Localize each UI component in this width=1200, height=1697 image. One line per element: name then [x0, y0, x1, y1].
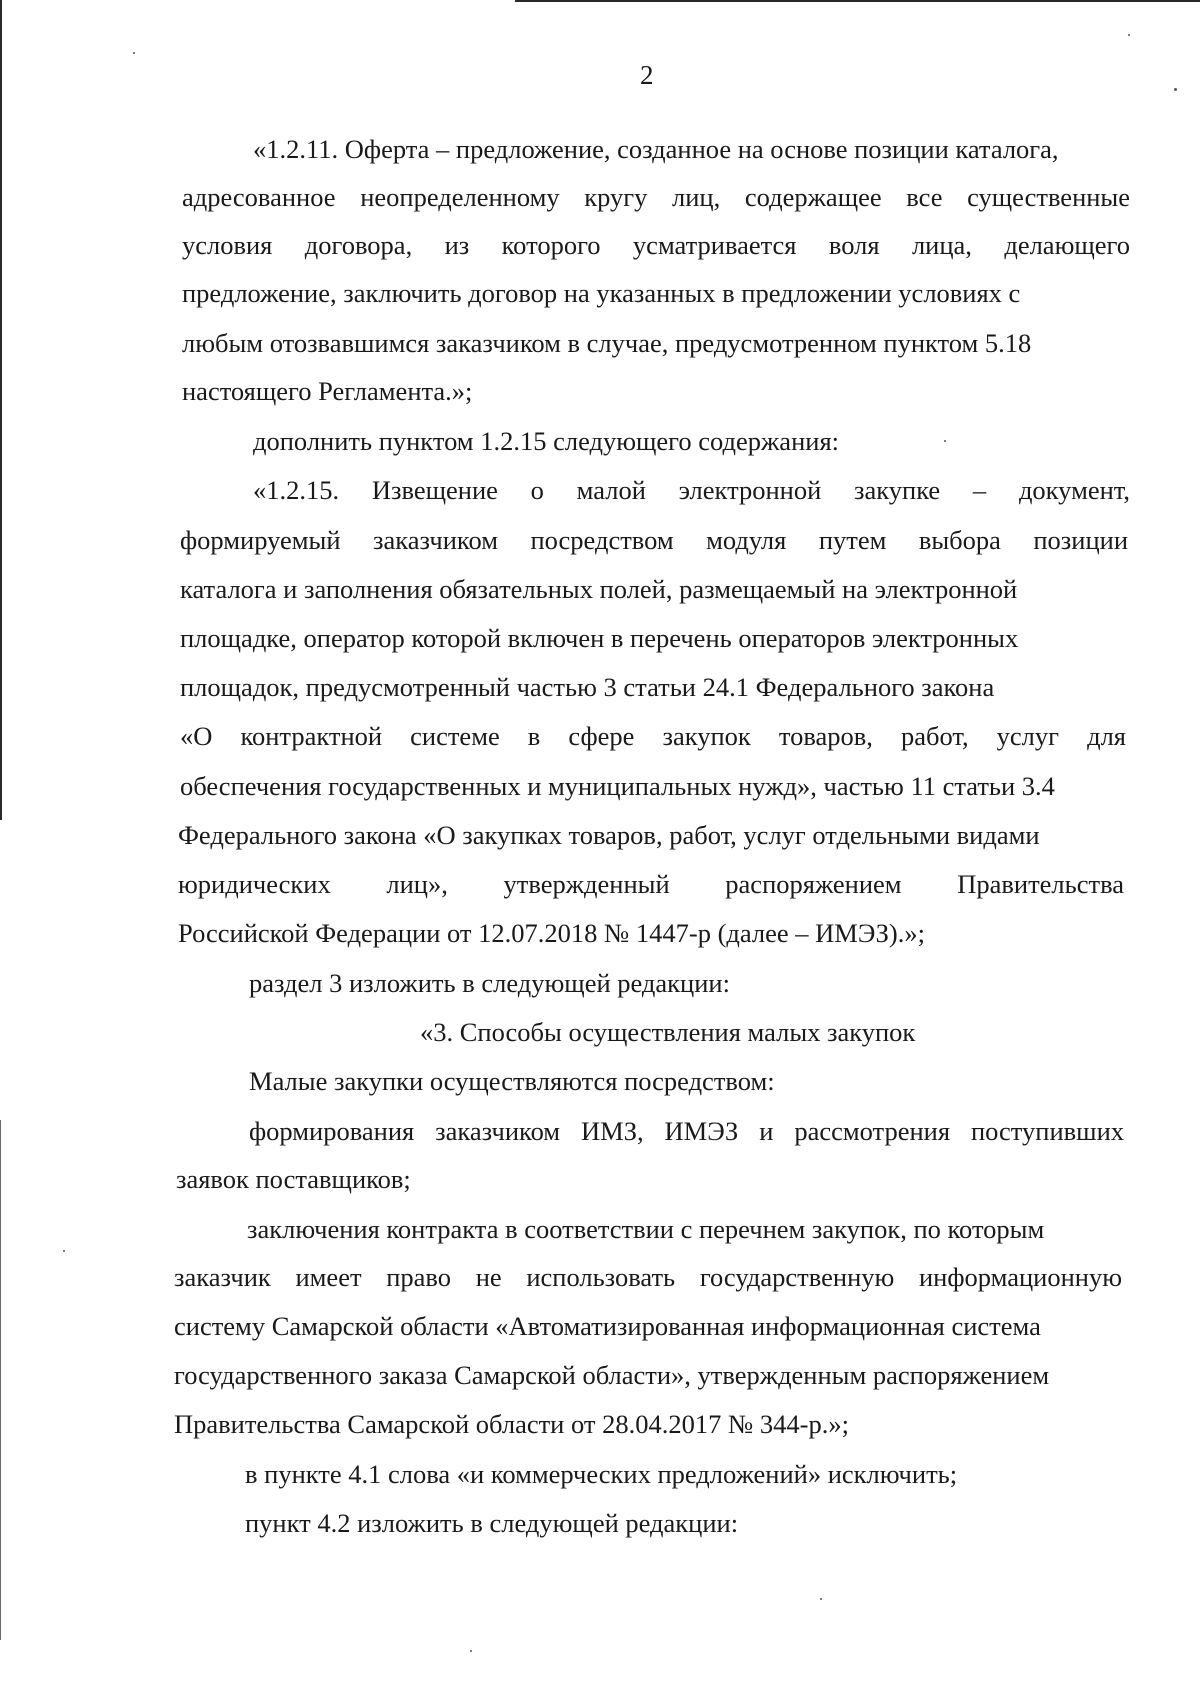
- text-line: пункт 4.2 изложить в следующей редакции:: [245, 1508, 739, 1538]
- text-line: условия договора, из которого усматривается воля лица, делающего: [182, 230, 1130, 260]
- text-line: «О контрактной системе в сфере закупок товаров, работ, услуг для: [180, 721, 1126, 751]
- scan-speck: [133, 52, 135, 54]
- scan-speck: [820, 1598, 822, 1600]
- text-line: «1.2.11. Оферта – предложение, созданное на основе позиции каталога,: [253, 134, 1059, 164]
- scan-edge-left-lower: [0, 1120, 1, 1640]
- scan-speck: [944, 440, 946, 442]
- text-line: обеспечения государственных и муниципальных нужд», частью 11 статьи 3.4: [180, 771, 1055, 801]
- text-line: систему Самарской области «Автоматизированная информационная система: [174, 1311, 1041, 1341]
- text-line: любым отозвавшимся заказчиком в случае, предусмотренном пунктом 5.18: [182, 328, 1032, 358]
- text-line: Российской Федерации от 12.07.2018 № 1447-р (далее – ИМЭЗ).»;: [178, 918, 925, 948]
- text-line: формируемый заказчиком посредством модуля путем выбора позиции: [180, 525, 1128, 555]
- text-line: настоящего Регламента.»;: [182, 376, 473, 406]
- scan-speck: [63, 1250, 65, 1252]
- text-line: Малые закупки осуществляются посредством:: [249, 1066, 775, 1096]
- text-line: формирования заказчиком ИМЗ, ИМЭЗ и рассмотрения поступивших: [249, 1116, 1124, 1146]
- scan-speck: [1128, 34, 1130, 36]
- text-line: площадке, оператор которой включен в перечень операторов электронных: [180, 623, 1019, 653]
- text-line: адресованное неопределенному кругу лиц, содержащее все существенные: [182, 182, 1130, 212]
- scan-edge-top: [515, 0, 1200, 2]
- text-line: в пункте 4.1 слова «и коммерческих предложений» исключить;: [245, 1459, 958, 1489]
- text-line: площадок, предусмотренный частью 3 статьи 24.1 Федерального закона: [180, 672, 995, 702]
- text-line: предложение, заключить договор на указанных в предложении условиях с: [182, 278, 1021, 308]
- text-line: юридических лиц», утвержденный распоряжением Правительства: [178, 869, 1124, 899]
- text-line: «1.2.15. Извещение о малой электронной закупке – документ,: [253, 475, 1130, 505]
- scan-edge-left: [0, 0, 2, 820]
- text-line: дополнить пунктом 1.2.15 следующего содержания:: [253, 426, 839, 456]
- text-line: раздел 3 изложить в следующей редакции:: [249, 968, 730, 998]
- scan-speck: [470, 1650, 472, 1652]
- section-heading: «3. Способы осуществления малых закупок: [420, 1017, 916, 1047]
- text-line: государственного заказа Самарской области», утвержденным распоряжением: [174, 1360, 1050, 1390]
- text-line: Федерального закона «О закупках товаров, работ, услуг отдельными видами: [178, 820, 1040, 850]
- text-line: Правительства Самарской области от 28.04.2017 № 344-р.»;: [174, 1409, 849, 1439]
- text-line: каталога и заполнения обязательных полей, размещаемый на электронной: [180, 574, 1018, 604]
- text-line: заключения контракта в соответствии с перечнем закупок, по которым: [247, 1214, 1045, 1244]
- scan-speck: [1174, 88, 1177, 91]
- text-line: заявок поставщиков;: [176, 1164, 411, 1194]
- page-number: 2: [640, 60, 654, 90]
- text-line: заказчик имеет право не использовать государственную информационную: [174, 1262, 1122, 1292]
